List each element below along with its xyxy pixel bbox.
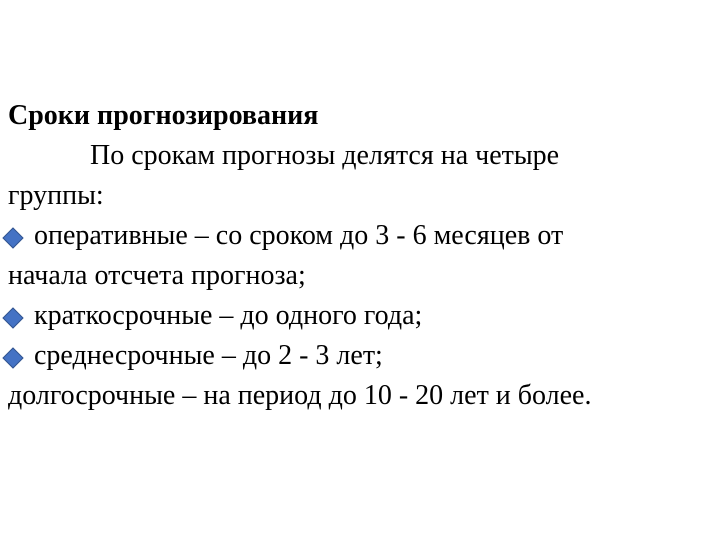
list-item xyxy=(8,296,712,336)
diamond-bullet-icon xyxy=(2,347,24,369)
list-item xyxy=(8,216,712,256)
list-item-continuation: начала отсчета прогноза; xyxy=(8,260,306,291)
slide-text-block xyxy=(8,96,712,416)
list-item-text: долгосрочные – на период до 10 - 20 лет и более. xyxy=(8,380,592,411)
list-item xyxy=(8,336,712,376)
list-item-text: оперативные – со сроком до 3 - 6 месяцев от xyxy=(34,220,564,251)
diamond-bullet-icon xyxy=(2,307,24,329)
list-item-text: краткосрочные – до одного года; xyxy=(34,300,423,331)
intro-text-line-1: По срокам прогнозы делятся на четыре xyxy=(90,140,560,171)
diamond-bullet-icon xyxy=(2,227,24,249)
list-item-text: среднесрочные – до 2 - 3 лет; xyxy=(34,340,383,371)
list-item xyxy=(8,376,712,416)
intro-text-line-2: группы: xyxy=(8,180,104,211)
slide-title: Сроки прогнозирования xyxy=(8,100,319,131)
